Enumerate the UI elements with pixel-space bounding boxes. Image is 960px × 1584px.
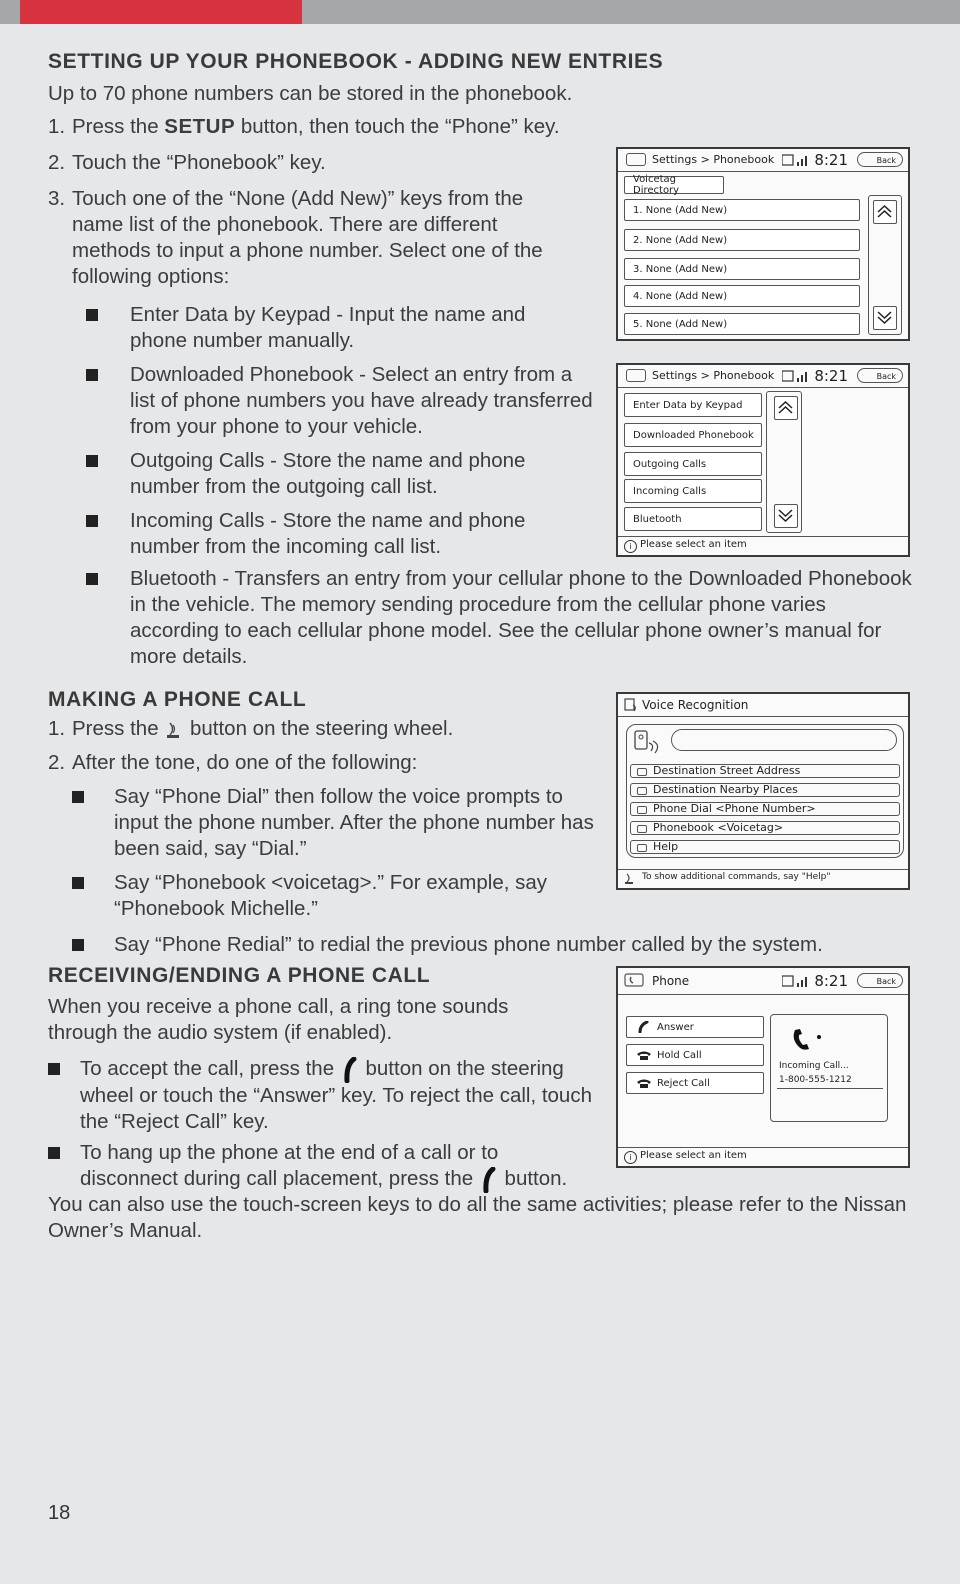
top-bar [0,0,960,24]
info-icon: i [624,1151,637,1164]
closing-paragraph: You can also use the touch-screen keys to do all the same activities; please refer to the Nissan Owner’s Manual. [48,1193,907,1242]
bullet-square [86,573,98,585]
section-title-receiving-call: RECEIVING/ENDING A PHONE CALL [48,964,431,987]
screen-header [618,149,908,172]
keyboard-icon [626,369,646,382]
bullet-square [86,455,98,467]
step-text: Press the [72,115,165,138]
signal-strength-icon [782,370,810,382]
phonebook-entry-1[interactable]: 1. None (Add New) [624,199,860,221]
hold-call-button[interactable] [626,1044,764,1066]
screen-title: Voice Recognition [642,698,749,712]
command-icon [637,825,647,833]
voice-option-phone-dial: Say “Phone Dial” then follow the voice prompts to input the phone number. After the phone number has been said, say “Dial.” [72,784,598,862]
bullet-square [72,939,84,951]
command-icon [637,806,647,814]
step-number: 1. [48,115,66,138]
back-button[interactable]: Back [857,152,903,167]
clock: 8:21 [814,367,848,385]
phonebook-entry-2[interactable]: 2. None (Add New) [624,229,860,251]
phonebook-step-3 [48,186,570,290]
step-number: 2. [48,751,66,774]
phonebook-option-downloaded: Downloaded Phonebook - Select an entry from a list of phone numbers you have already transferred from your phone to your vehicle. [86,362,596,440]
incoming-call-number: 1-800-555-1212 [779,1075,852,1085]
top-bar-accent [20,0,302,24]
phonebook-option-keypad: Enter Data by Keypad - Input the name and phone number manually. [86,302,586,354]
step-text: button on the steering wheel. [184,717,454,740]
reject-call-button[interactable] [626,1072,764,1094]
phonebook-option-outgoing: Outgoing Calls - Store the name and phone number from the outgoing call list. [86,448,586,500]
incoming-calls-button[interactable]: Incoming Calls [624,479,762,503]
button-label: Answer [657,1021,694,1033]
phonebook-option-incoming: Incoming Calls - Store the name and phone number from the incoming call list. [86,508,586,560]
scroll-down-button[interactable] [873,306,897,330]
footer-message: Please select an item [640,539,747,550]
bullet-square [86,369,98,381]
phone-icon [624,973,644,987]
command-icon [637,787,647,795]
step-number: 3. [48,187,66,210]
clock: 8:21 [814,972,848,990]
chevron-up-icon [775,397,796,418]
screen-title: Settings > Phonebook [652,153,775,166]
bluetooth-button[interactable]: Bluetooth [624,507,762,531]
screen-footer [618,869,908,888]
screen-header [618,694,908,717]
bullet-square [86,309,98,321]
button-label: Hold Call [657,1049,702,1061]
step-number: 1. [48,717,66,740]
voicetag-directory-tab[interactable]: Voicetag Directory [624,176,724,194]
step-text: Touch one of the “None (Add New)” keys from the name list of the phonebook. There are different methods to input a phone number. Select one of the following options: [72,187,543,288]
scrollbar[interactable] [868,195,902,335]
voice-speaker-icon [633,729,663,755]
clock: 8:21 [814,151,848,169]
back-button[interactable]: Back [857,973,903,988]
screen-footer [618,536,908,555]
reject-call-icon [636,1078,652,1089]
info-icon: i [624,540,637,553]
enter-data-by-keypad-button[interactable]: Enter Data by Keypad [624,393,762,417]
bullet-square [48,1147,60,1159]
signal-strength-icon [782,975,810,987]
phonebook-option-bluetooth: Bluetooth - Transfers an entry from your cellular phone to the Downloaded Phonebook in the vehicle. The memory sending procedure from the cellular phone varies according to each cellular phone model. See the cellular phone owner’s manual for more details. [86,566,920,670]
voice-option-phonebook: Say “Phonebook <voicetag>.” For example, say “Phonebook Michelle.” [72,870,598,922]
receiving-intro: When you receive a phone call, a ring tone sounds through the audio system (if enabled). [48,995,509,1044]
cmd-phonebook[interactable]: Phonebook <Voicetag> [630,821,900,835]
voice-option-redial: Say “Phone Redial” to redial the previous phone number called by the system. [72,932,932,958]
back-button[interactable]: Back [857,368,903,383]
setup-key-label: SETUP [164,115,236,138]
incoming-call-panel [770,1014,888,1122]
answer-icon [637,1021,651,1033]
phonebook-step-2 [48,150,588,176]
section-title-phonebook: SETTING UP YOUR PHONEBOOK - ADDING NEW ENTRIES [48,50,664,73]
command-icon [637,844,647,852]
phone-handset-icon [340,1057,360,1083]
phone-handset-icon [479,1167,499,1193]
receive-hangup-bullet: To hang up the phone at the end of a call or to disconnect during call placement, press the button. [48,1140,600,1193]
phonebook-step-1 [48,114,608,140]
button-label: Reject Call [657,1077,710,1089]
voice-recognition-icon [624,698,638,712]
step-text: Press the [72,717,165,740]
answer-button[interactable] [626,1016,764,1038]
footer-message: To show additional commands, say "Help" [642,872,831,882]
call-step-2 [48,750,588,776]
screen-phonebook-methods [616,363,910,557]
outgoing-calls-button[interactable]: Outgoing Calls [624,452,762,476]
footer-message: Please select an item [640,1150,747,1161]
phonebook-entry-4[interactable]: 4. None (Add New) [624,285,860,307]
incoming-call-label: Incoming Call... [779,1061,849,1071]
incoming-call-icon [789,1027,823,1055]
scroll-down-button[interactable] [774,504,798,528]
screen-title: Phone [652,974,690,988]
step-text: button, then touch the “Phone” key. [235,115,560,138]
scrollbar[interactable] [766,391,802,533]
chevron-up-icon [874,201,895,222]
screen-header [618,968,908,995]
screen-title: Settings > Phonebook [652,369,775,382]
screen-footer [618,1147,908,1166]
section-title-making-call: MAKING A PHONE CALL [48,688,307,711]
scroll-up-button[interactable] [774,396,798,420]
chevron-down-icon [874,307,895,328]
cmd-phone-dial[interactable]: Phone Dial <Phone Number> [630,802,900,816]
divider [777,1088,883,1089]
scroll-up-button[interactable] [873,200,897,224]
phonebook-entry-3[interactable]: 3. None (Add New) [624,258,860,280]
step-text: Touch the “Phonebook” key. [72,151,326,174]
cmd-destination-nearby-places[interactable]: Destination Nearby Places [630,783,900,797]
keyboard-icon [626,153,646,166]
bullet-square [48,1063,60,1075]
signal-strength-icon [782,154,810,166]
cmd-help[interactable]: Help [630,840,900,854]
hold-call-icon [636,1050,652,1061]
receive-accept-bullet: To accept the call, press the button on the steering wheel or touch the “Answer” key. To reject the call, touch the “Reject Call” key. [48,1056,600,1135]
step-text: After the tone, do one of the following: [72,751,418,774]
screen-phonebook-list [616,147,910,341]
bullet-square [86,515,98,527]
chevron-down-icon [775,505,796,526]
page-number: 18 [48,1502,71,1524]
phonebook-intro: Up to 70 phone numbers can be stored in the phonebook. [48,82,573,105]
bullet-square [72,791,84,803]
command-icon [637,768,647,776]
screen-header [618,365,908,388]
talk-button-icon [164,720,184,740]
phonebook-entry-5[interactable]: 5. None (Add New) [624,313,860,335]
step-number: 2. [48,151,66,174]
screen-voice-recognition [616,692,910,890]
downloaded-phonebook-button[interactable]: Downloaded Phonebook [624,423,762,447]
talk-button-icon [624,873,636,885]
cmd-destination-street-address[interactable]: Destination Street Address [630,764,900,778]
voice-input-field[interactable] [671,729,897,751]
call-step-1 [48,716,588,742]
bullet-square [72,877,84,889]
screen-phone-incoming [616,966,910,1168]
